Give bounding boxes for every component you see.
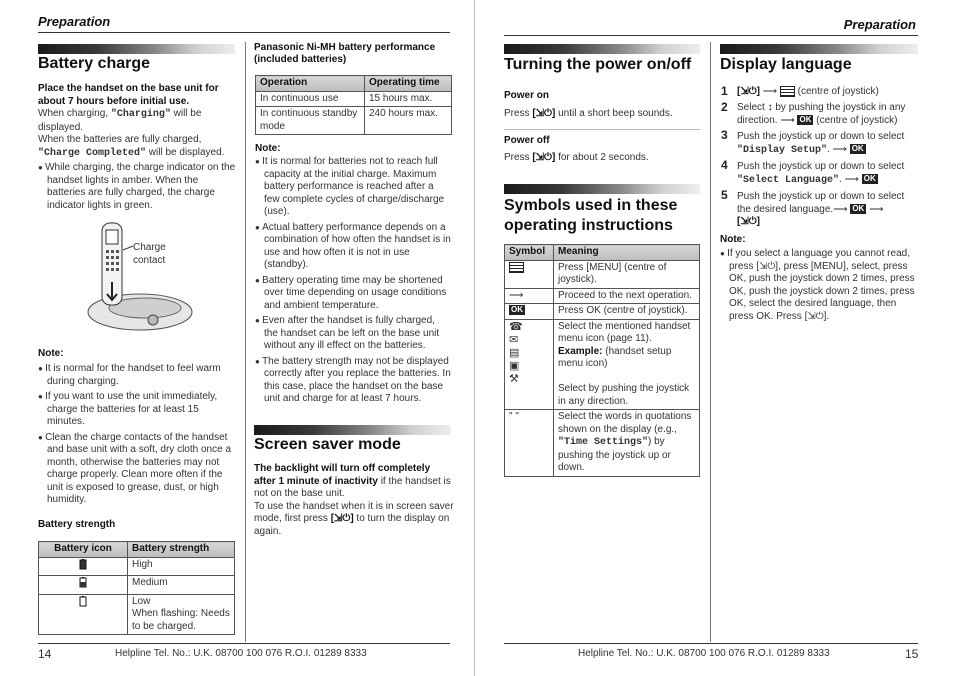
note-item: ● Battery operating time may be shortened over time depending on usage conditions and ambient temperature. <box>255 275 451 313</box>
power-off-text: Press [⇲⏻] for about 2 seconds. <box>504 152 649 163</box>
battery-strength-table <box>38 541 235 635</box>
table-row: " " Select the words in quotations shown on the display (e.g., "Time Settings") by pushing the joystick up or down. <box>505 410 700 477</box>
symbols-title: Symbols used in these operating instructions <box>504 197 678 234</box>
symbols-table <box>504 244 700 477</box>
performance-notes <box>255 156 451 409</box>
left-header-rule <box>38 32 450 33</box>
handset-on-base-figure <box>85 220 195 335</box>
quotes-icon: " " <box>509 411 519 422</box>
table-header: Meaning <box>554 245 700 261</box>
column-divider <box>245 42 246 642</box>
step-number: 5 <box>721 188 728 202</box>
screen-saver-text: The backlight will turn off completely after 1 minute of inactivity if the handset is not on the base unit. To use the handset when it is in screen saver mode, first press [⇲⏻] to turn the display on again. <box>254 463 454 537</box>
battery-charge-title: Battery charge <box>38 55 151 72</box>
table-row: OK Press OK (centre of joystick). <box>505 304 700 320</box>
power-on-heading: Power on <box>504 90 550 101</box>
battery-full-icon <box>79 562 87 573</box>
envelope-icon: ✉ <box>509 333 519 346</box>
battery-charge-lead: Place the handset on the base unit for about 7 hours before initial use. <box>38 83 219 107</box>
performance-heading: Panasonic Ni-MH battery performance (included batteries) <box>254 42 436 65</box>
note-item: ● Actual battery performance depends on a combination of how often the handset is in use and how often it is not in use (standby). <box>255 222 451 272</box>
right-page-header: Preparation <box>843 17 916 32</box>
table-header: Operation <box>256 76 365 92</box>
section-bar <box>504 44 700 54</box>
right-helpline: Helpline Tel. No.: U.K. 08700 100 076 R.O.I. 01289 8333 <box>578 648 830 659</box>
book-icon: ▣ <box>509 359 520 372</box>
table-header: Battery icon <box>39 542 128 558</box>
ok-key-icon: OK <box>851 143 864 153</box>
note-item: ● Even after the handset is fully charged, the handset can be left on the base unit without any ill effect on the batteries. <box>255 315 451 353</box>
step-number: 4 <box>721 158 728 172</box>
screen-saver-title: Screen saver mode <box>254 436 401 453</box>
table-row: Low When flashing: Needs to be charged. <box>39 594 235 635</box>
ok-key-icon: OK <box>863 173 876 183</box>
note-item: ● If you want to use the unit immediately, charge the batteries for at least 15 minutes. <box>38 391 238 429</box>
step-5-text: Push the joystick up or down to select the desired language.⟶ OK ⟶ [⇲⏻] <box>737 191 905 227</box>
left-helpline: Helpline Tel. No.: U.K. 08700 100 076 R.O.I. 01289 8333 <box>115 648 367 659</box>
step-number: 3 <box>721 128 728 142</box>
battery-notes <box>38 363 238 510</box>
table-row: Press [MENU] (centre of joystick). <box>505 260 700 288</box>
ok-key-icon: OK <box>799 114 812 124</box>
note-item: ● It is normal for batteries not to reach full capacity at the initial charge. Maximum battery performance is reached after a few complete cycles of charge/discharge (use). <box>255 156 451 219</box>
right-header-rule <box>504 35 918 36</box>
table-row: In continuous use 15 hours max. <box>256 91 452 107</box>
note-item: ● It is normal for the handset to feel warm during charging. <box>38 363 238 388</box>
table-row: Medium <box>39 576 235 595</box>
power-off-heading: Power off <box>504 135 550 146</box>
step-number: 1 <box>721 84 728 98</box>
section-bar <box>720 44 918 54</box>
note-heading: Note: <box>38 348 64 359</box>
joystick-icon: ↕ <box>767 102 773 113</box>
step-2-text: Select ↕ by pushing the joystick in any direction. ⟶ OK (centre of joystick) <box>737 102 906 126</box>
divider <box>504 129 700 130</box>
table-header: Operating time <box>365 76 452 92</box>
left-page-number: 14 <box>38 647 52 661</box>
phone-setup-icon: ☎ <box>509 320 523 333</box>
battery-low-icon <box>79 599 87 610</box>
battery-charge-text: When charging, "Charging" will be displayed. When the batteries are fully charged, "Charge Completed" will be displayed. ● While charging, the charge indicator on the handset lights in amber. When the batteries are fully charged, the charge indicator lights in green. <box>38 108 238 215</box>
table-row: ⟶ Proceed to the next operation. <box>505 288 700 304</box>
right-page-number: 15 <box>905 647 919 661</box>
table-row: ☎ ✉ ▤ ▣ ⚒ Select the mentioned handset menu icon (page 11). Example: (handset setup menu icon) Select by pushing the joystick in any direction. <box>505 319 700 410</box>
power-on-text: Press [⇲⏻] until a short beep sounds. <box>504 108 673 119</box>
battery-strength-heading: Battery strength <box>38 519 116 530</box>
section-bar <box>254 425 451 435</box>
battery-medium-icon <box>79 580 87 591</box>
phonebook-icon: ▤ <box>509 346 520 359</box>
left-footer-rule <box>38 643 450 644</box>
section-bar <box>38 44 235 54</box>
table-header: Symbol <box>505 245 554 261</box>
left-page-header: Preparation <box>38 14 111 29</box>
power-title: Turning the power on/off <box>504 56 692 73</box>
charge-contact-label: Charge contact <box>133 242 166 266</box>
note-item: ● The battery strength may not be displayed correctly after you replace the batteries. In this case, place the handset on the base unit and charge for at least 7 hours. <box>255 356 451 406</box>
right-footer-rule <box>504 643 918 644</box>
table-row: High <box>39 557 235 576</box>
table-header: Battery strength <box>128 542 235 558</box>
step-4-text: Push the joystick up or down to select "Select Language". ⟶ OK <box>737 161 905 186</box>
note-heading: Note: <box>255 143 281 154</box>
step-number: 2 <box>721 100 728 114</box>
display-language-title: Display language <box>720 56 852 73</box>
table-row: In continuous standby mode 240 hours max. <box>256 107 452 135</box>
page-gutter <box>474 0 475 676</box>
wrench-icon: ⚒ <box>509 372 519 385</box>
step-1-text: [⇲⏻] ⟶ (centre of joystick) <box>737 86 879 98</box>
note-heading: Note: <box>720 234 746 245</box>
ok-key-icon: OK <box>511 305 523 315</box>
arrow-icon: ⟶ <box>509 289 524 301</box>
menu-key-icon <box>509 262 524 273</box>
performance-table <box>255 75 452 135</box>
section-bar <box>504 184 700 194</box>
column-divider <box>710 42 711 642</box>
ok-key-icon: OK <box>852 203 865 213</box>
note-item: ● Clean the charge contacts of the handset and base unit with a soft, dry cloth once a month, otherwise the batteries may not charge properly. Clean more often if the unit is exposed to grease, dust, or high humidity. <box>38 432 238 507</box>
step-3-text: Push the joystick up or down to select "Display Setup". ⟶ OK <box>737 131 905 156</box>
menu-key-icon <box>780 86 795 97</box>
language-note: ● If you select a language you cannot read, press [⇲⏻], press [MENU], select, press OK, push the joystick down 2 times, press OK, push the joystick down 2 times, press OK, select the desired language, then press OK. Press [⇲⏻]. <box>720 248 918 326</box>
